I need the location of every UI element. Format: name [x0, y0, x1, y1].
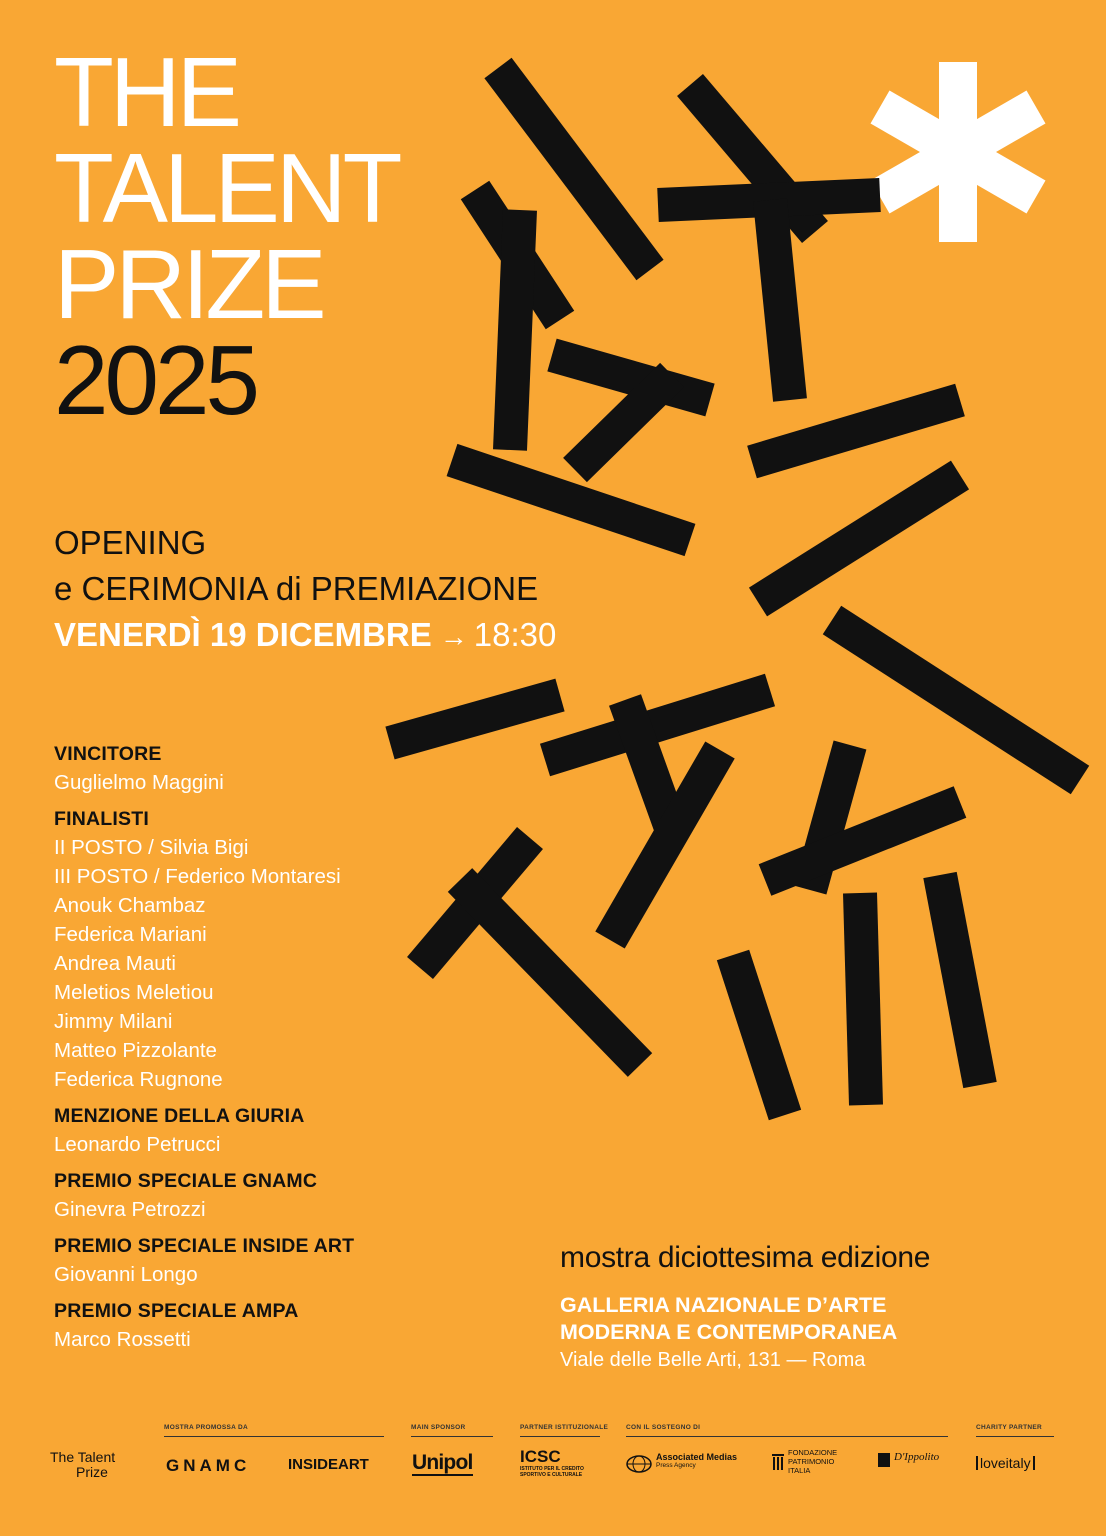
- building-icon: [878, 1453, 890, 1467]
- section-label-sostegno: CON IL SOSTEGNO DI: [626, 1424, 701, 1431]
- award-name: Federica Rugnone: [54, 1068, 223, 1091]
- associated-medias-logo: Associated Medias Press Agency: [626, 1452, 737, 1470]
- awards-list: [54, 740, 514, 1362]
- section-label-partner: PARTNER ISTITUZIONALE: [520, 1424, 609, 1431]
- event-date: VENERDÌ 19 DICEMBRE: [54, 616, 432, 653]
- gnamc-logo: GNAMC: [166, 1456, 251, 1475]
- poster-title: [54, 37, 399, 435]
- award-name: Leonardo Petrucci: [54, 1133, 221, 1156]
- section-label-main-sponsor: MAIN SPONSOR: [411, 1424, 466, 1431]
- venue-address: Viale delle Belle Arti, 131 — Roma: [560, 1349, 866, 1371]
- award-group-finalisti: [54, 805, 514, 1094]
- award-group-vincitore: [54, 740, 514, 797]
- title-line-the: THE: [54, 37, 238, 147]
- dippolito-logo: D'Ippolito: [878, 1450, 939, 1464]
- award-name: Meletios Meletiou: [54, 981, 214, 1004]
- sponsor-footer: [50, 1420, 1060, 1500]
- award-name: II POSTO / Silvia Bigi: [54, 836, 249, 859]
- divider: [411, 1436, 493, 1437]
- award-name: Matteo Pizzolante: [54, 1039, 217, 1062]
- icsc-logo: ICSC ISTITUTO PER IL CREDITO SPORTIVO E CULTURALE: [520, 1447, 584, 1478]
- title-line-prize: PRIZE: [54, 229, 323, 339]
- award-name: Giovanni Longo: [54, 1263, 198, 1286]
- divider: [164, 1436, 384, 1437]
- event-date-line: [54, 612, 556, 660]
- fondazione-logo: FONDAZIONE PATRIMONIO ITALIA: [772, 1448, 837, 1475]
- event-info: [54, 520, 556, 660]
- award-group-insideart: [54, 1232, 514, 1289]
- award-heading: FINALISTI: [54, 808, 149, 830]
- award-name: Marco Rossetti: [54, 1328, 191, 1351]
- award-name: Guglielmo Maggini: [54, 771, 224, 794]
- award-heading: MENZIONE DELLA GIURIA: [54, 1105, 305, 1127]
- divider: [976, 1436, 1054, 1437]
- loveitaly-logo: loveitaly: [976, 1456, 1035, 1470]
- unipol-logo: Unipol: [412, 1451, 473, 1474]
- venue-line: GALLERIA NAZIONALE D’ARTE: [560, 1293, 887, 1317]
- award-heading: PREMIO SPECIALE INSIDE ART: [54, 1235, 355, 1257]
- event-ceremony: e CERIMONIA di PREMIAZIONE: [54, 570, 539, 607]
- award-heading: VINCITORE: [54, 743, 162, 765]
- asterisk-icon: [858, 62, 1058, 242]
- divider: [626, 1436, 948, 1437]
- venue-line: MODERNA E CONTEMPORANEA: [560, 1320, 898, 1344]
- talent-prize-logo: The Talent Prize: [50, 1449, 116, 1480]
- award-heading: PREMIO SPECIALE GNAMC: [54, 1170, 318, 1192]
- award-name: Jimmy Milani: [54, 1010, 173, 1033]
- columns-icon: [772, 1454, 784, 1472]
- exhibition-title: mostra diciottesima edizione: [560, 1241, 931, 1274]
- globe-icon: [626, 1454, 652, 1474]
- award-name: Ginevra Petrozzi: [54, 1198, 206, 1221]
- section-label-promossa: MOSTRA PROMOSSA DA: [164, 1424, 249, 1431]
- title-year: 2025: [54, 325, 257, 435]
- award-group-gnamc: [54, 1167, 514, 1224]
- award-name: Andrea Mauti: [54, 952, 176, 975]
- award-name: Anouk Chambaz: [54, 894, 206, 917]
- section-label-charity: CHARITY PARTNER: [976, 1424, 1043, 1431]
- event-opening: OPENING: [54, 524, 207, 561]
- insideart-logo: INSIDEART: [288, 1456, 369, 1473]
- arrow-right-icon: →: [439, 621, 468, 652]
- divider: [520, 1436, 600, 1437]
- award-name: III POSTO / Federico Montaresi: [54, 865, 341, 888]
- event-time: 18:30: [473, 616, 557, 653]
- title-line-talent: TALENT: [54, 133, 399, 243]
- award-group-ampa: [54, 1297, 514, 1354]
- venue-name: [560, 1292, 1080, 1346]
- award-group-menzione: [54, 1102, 514, 1159]
- award-heading: PREMIO SPECIALE AMPA: [54, 1300, 299, 1322]
- award-name: Federica Mariani: [54, 923, 207, 946]
- exhibition-info: [560, 1238, 1080, 1374]
